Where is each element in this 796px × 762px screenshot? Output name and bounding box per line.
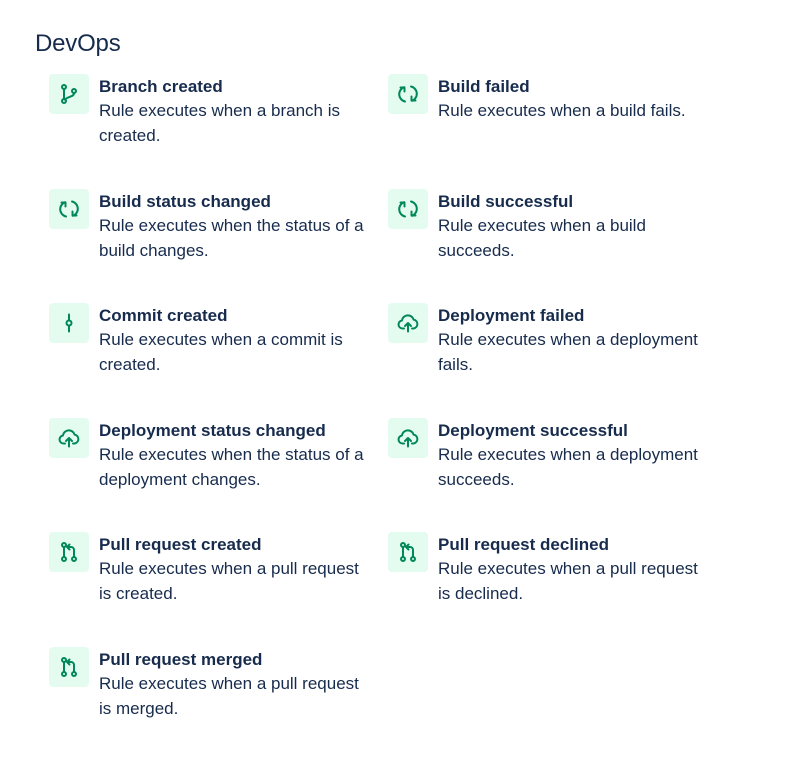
trigger-deployment-status-changed[interactable] [49,418,388,533]
trigger-description: Rule executes when a deployment succeeds. [438,444,698,489]
trigger-build-successful[interactable] [388,189,727,304]
trigger-description: Rule executes when the status of a deployment changes. [99,444,364,489]
trigger-description: Rule executes when the status of a build changes. [99,215,364,260]
cloud-upload-icon [49,418,89,458]
trigger-text [99,74,365,148]
trigger-title: Commit created [99,306,228,326]
trigger-description: Rule executes when a commit is created. [99,330,343,375]
trigger-title: Deployment status changed [99,420,326,440]
trigger-text [99,418,365,492]
trigger-deployment-successful[interactable] [388,418,727,533]
pull-request-icon [388,532,428,572]
trigger-text [438,303,704,377]
trigger-text [438,418,704,492]
trigger-title: Pull request merged [99,649,263,669]
trigger-description: Rule executes when a pull request is merged. [99,673,359,718]
trigger-title: Branch created [99,77,223,96]
cloud-upload-icon [388,303,428,343]
trigger-description: Rule executes when a pull request is created. [99,559,359,604]
trigger-text [438,532,704,606]
trigger-title: Build status changed [99,191,271,211]
commit-icon [49,303,89,343]
trigger-pull-request-created[interactable] [49,532,388,647]
refresh-icon [388,74,428,114]
trigger-build-failed[interactable] [388,74,727,189]
trigger-description: Rule executes when a deployment fails. [438,330,698,375]
trigger-text [438,74,704,123]
trigger-title: Build successful [438,191,574,211]
branch-icon [49,74,89,114]
trigger-title: Pull request created [99,535,262,555]
trigger-commit-created[interactable] [49,303,388,418]
section-title: DevOps [35,30,121,57]
trigger-title: Pull request declined [438,535,609,555]
trigger-pull-request-merged[interactable] [49,647,388,762]
cloud-upload-icon [388,418,428,458]
trigger-title: Deployment successful [438,420,628,440]
trigger-text [99,189,365,263]
trigger-pull-request-declined[interactable] [388,532,727,647]
trigger-text [99,532,365,606]
trigger-description: Rule executes when a pull request is declined. [438,559,698,604]
trigger-branch-created[interactable] [49,74,388,189]
trigger-text [438,189,704,263]
trigger-text [99,303,365,377]
refresh-icon [388,189,428,229]
trigger-deployment-failed[interactable] [388,303,727,418]
trigger-description: Rule executes when a branch is created. [99,101,340,145]
trigger-title: Build failed [438,77,530,96]
trigger-text [99,647,365,721]
trigger-title: Deployment failed [438,306,585,326]
refresh-icon [49,189,89,229]
pull-request-icon [49,647,89,687]
trigger-build-status-changed[interactable] [49,189,388,304]
devops-trigger-grid [49,74,749,762]
trigger-description: Rule executes when a build succeeds. [438,215,646,260]
trigger-description: Rule executes when a build fails. [438,101,686,120]
pull-request-icon [49,532,89,572]
